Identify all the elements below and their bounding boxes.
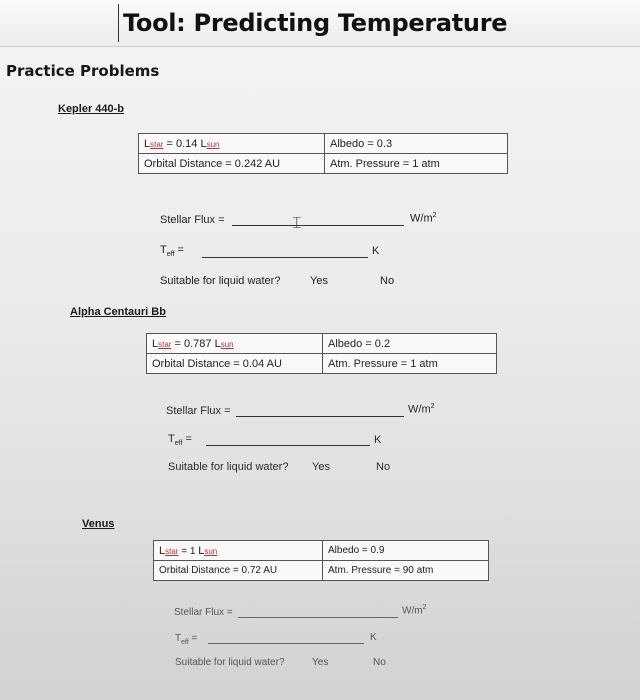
teff-unit: K: [372, 245, 380, 257]
teff-label: $T_{eff}$ =: [175, 633, 198, 646]
no-option[interactable]: No: [376, 461, 391, 473]
l-star-cell: Lstar = 0.787 Lsun: [147, 334, 323, 354]
stellar-flux-label: Stellar Flux =: [166, 405, 231, 417]
title-bar: [0, 0, 640, 47]
planet-name-kepler: Kepler 440-b: [58, 103, 125, 115]
albedo-cell: Albedo = 0.9: [323, 541, 489, 561]
teff-label: $T_{eff}$ =: [168, 433, 192, 448]
params-table-kepler: [138, 133, 508, 174]
albedo-cell: Albedo = 0.3: [325, 134, 508, 154]
page-title: Tool: Predicting Temperature: [123, 9, 508, 37]
water-question: Suitable for liquid water?: [168, 461, 289, 473]
teff-answer-line[interactable]: [206, 445, 370, 446]
orbital-distance-cell: Orbital Distance = 0.04 AU: [147, 354, 323, 374]
l-star-cell: Lstar = 1 Lsun: [154, 541, 323, 561]
yes-option[interactable]: Yes: [312, 461, 330, 473]
stellar-flux-answer-line[interactable]: [236, 416, 404, 417]
flux-unit: $W/m^2$: [402, 604, 427, 617]
teff-answer-line[interactable]: [202, 257, 368, 258]
water-question: Suitable for liquid water?: [160, 275, 281, 287]
pressure-cell: Atm. Pressure = 1 atm: [325, 154, 508, 174]
planet-name-alpha-centauri: Alpha Centauri Bb: [70, 306, 166, 318]
no-option[interactable]: No: [380, 275, 395, 287]
pressure-cell: Atm. Pressure = 1 atm: [323, 354, 497, 374]
teff-answer-line[interactable]: [208, 643, 364, 644]
flux-unit: $W/m^2$: [410, 212, 437, 225]
no-option[interactable]: No: [373, 657, 386, 668]
l-star-cell: Lstar = 0.14 Lsun: [139, 134, 325, 154]
text-cursor-icon: ⌶: [292, 213, 302, 232]
stellar-flux-answer-line[interactable]: [238, 617, 398, 618]
teff-label: $T_{eff}$ =: [160, 244, 184, 259]
title-box: [118, 4, 507, 42]
stellar-flux-answer-line[interactable]: [232, 225, 404, 226]
stellar-flux-label: Stellar Flux =: [174, 607, 233, 618]
pressure-cell: Atm. Pressure = 90 atm: [323, 561, 489, 581]
orbital-distance-cell: Orbital Distance = 0.72 AU: [154, 561, 323, 581]
teff-unit: K: [374, 434, 382, 446]
orbital-distance-cell: Orbital Distance = 0.242 AU: [139, 154, 325, 174]
planet-name-venus: Venus: [82, 518, 115, 530]
albedo-cell: Albedo = 0.2: [323, 334, 497, 354]
params-table-alpha-centauri: [146, 333, 497, 374]
yes-option[interactable]: Yes: [312, 657, 329, 668]
section-title: Practice Problems: [6, 62, 160, 80]
yes-option[interactable]: Yes: [310, 275, 328, 287]
stellar-flux-label: Stellar Flux =: [160, 214, 225, 226]
params-table-venus: [153, 540, 489, 581]
teff-unit: K: [370, 632, 377, 643]
flux-unit: $W/m^2$: [408, 403, 435, 416]
water-question: Suitable for liquid water?: [175, 657, 285, 668]
